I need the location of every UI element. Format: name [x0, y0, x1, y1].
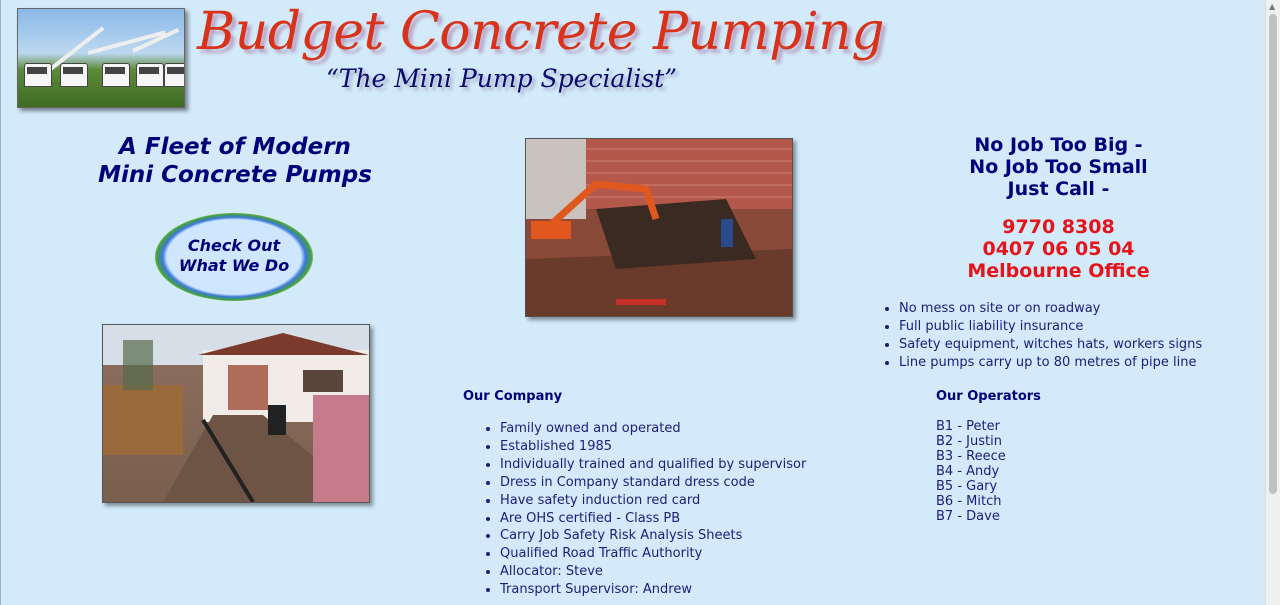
fleet-heading-line2: Mini Concrete Pumps: [98, 162, 372, 188]
list-item: B2 - Justin: [936, 434, 1002, 449]
slogan-line3: Just Call -: [1007, 178, 1110, 200]
site-tagline: “The Mini Pump Specialist”: [326, 64, 677, 93]
slogan-block: [931, 134, 1186, 200]
services-list: [880, 300, 1202, 372]
contact-block: [931, 216, 1186, 282]
office-label: Melbourne Office: [967, 260, 1150, 282]
list-item: B7 - Dave: [936, 509, 1000, 524]
fleet-heading-line1: A Fleet of Modern: [119, 134, 351, 160]
list-item: • Established 1985: [500, 438, 806, 456]
cta-line1: Check Out: [187, 236, 281, 255]
slogan-line1: No Job Too Big -: [974, 134, 1143, 156]
list-item: B3 - Reece: [936, 449, 1006, 464]
vertical-scrollbar[interactable]: [1265, 0, 1280, 605]
check-out-what-we-do-button[interactable]: [155, 213, 313, 301]
list-item: • Full public liability insurance: [899, 318, 1202, 336]
site-title: Budget Concrete Pumping: [197, 2, 884, 62]
operators-list: [936, 419, 1006, 524]
list-item: B6 - Mitch: [936, 494, 1002, 509]
scrollbar-thumb[interactable]: [1269, 14, 1277, 494]
list-item: B5 - Gary: [936, 479, 998, 494]
our-company-heading: Our Company: [463, 389, 563, 404]
list-item: • Family owned and operated: [500, 420, 806, 438]
list-item: • Line pumps carry up to 80 metres of pipe line: [899, 354, 1202, 372]
list-item: B1 - Peter: [936, 419, 1000, 434]
scroll-up-arrow-icon[interactable]: ▲: [1269, 2, 1276, 11]
excavation-site-photo: [525, 138, 793, 317]
list-item: • Qualified Road Traffic Authority: [500, 545, 806, 563]
list-item: • Allocator: Steve: [500, 563, 806, 581]
fleet-trucks-photo: [17, 8, 185, 108]
phone-number-1: 9770 8308: [1002, 216, 1115, 238]
list-item: • Dress in Company standard dress code: [500, 474, 806, 492]
list-item: • Individually trained and qualified by supervisor: [500, 456, 806, 474]
company-list: [481, 420, 806, 599]
our-operators-heading: Our Operators: [936, 389, 1041, 404]
list-item: • No mess on site or on roadway: [899, 300, 1202, 318]
fleet-heading: [85, 133, 385, 189]
cta-line2: What We Do: [178, 256, 290, 275]
list-item: • Safety equipment, witches hats, workers signs: [899, 336, 1202, 354]
list-item: • Have safety induction red card: [500, 492, 806, 510]
list-item: • Transport Supervisor: Andrew: [500, 581, 806, 599]
list-item: B4 - Andy: [936, 464, 1000, 479]
phone-number-2: 0407 06 05 04: [982, 238, 1135, 260]
list-item: • Are OHS certified - Class PB: [500, 510, 806, 528]
list-item: • Carry Job Safety Risk Analysis Sheets: [500, 527, 806, 545]
slogan-line2: No Job Too Small: [969, 156, 1148, 178]
driveway-pump-photo: [102, 324, 370, 503]
